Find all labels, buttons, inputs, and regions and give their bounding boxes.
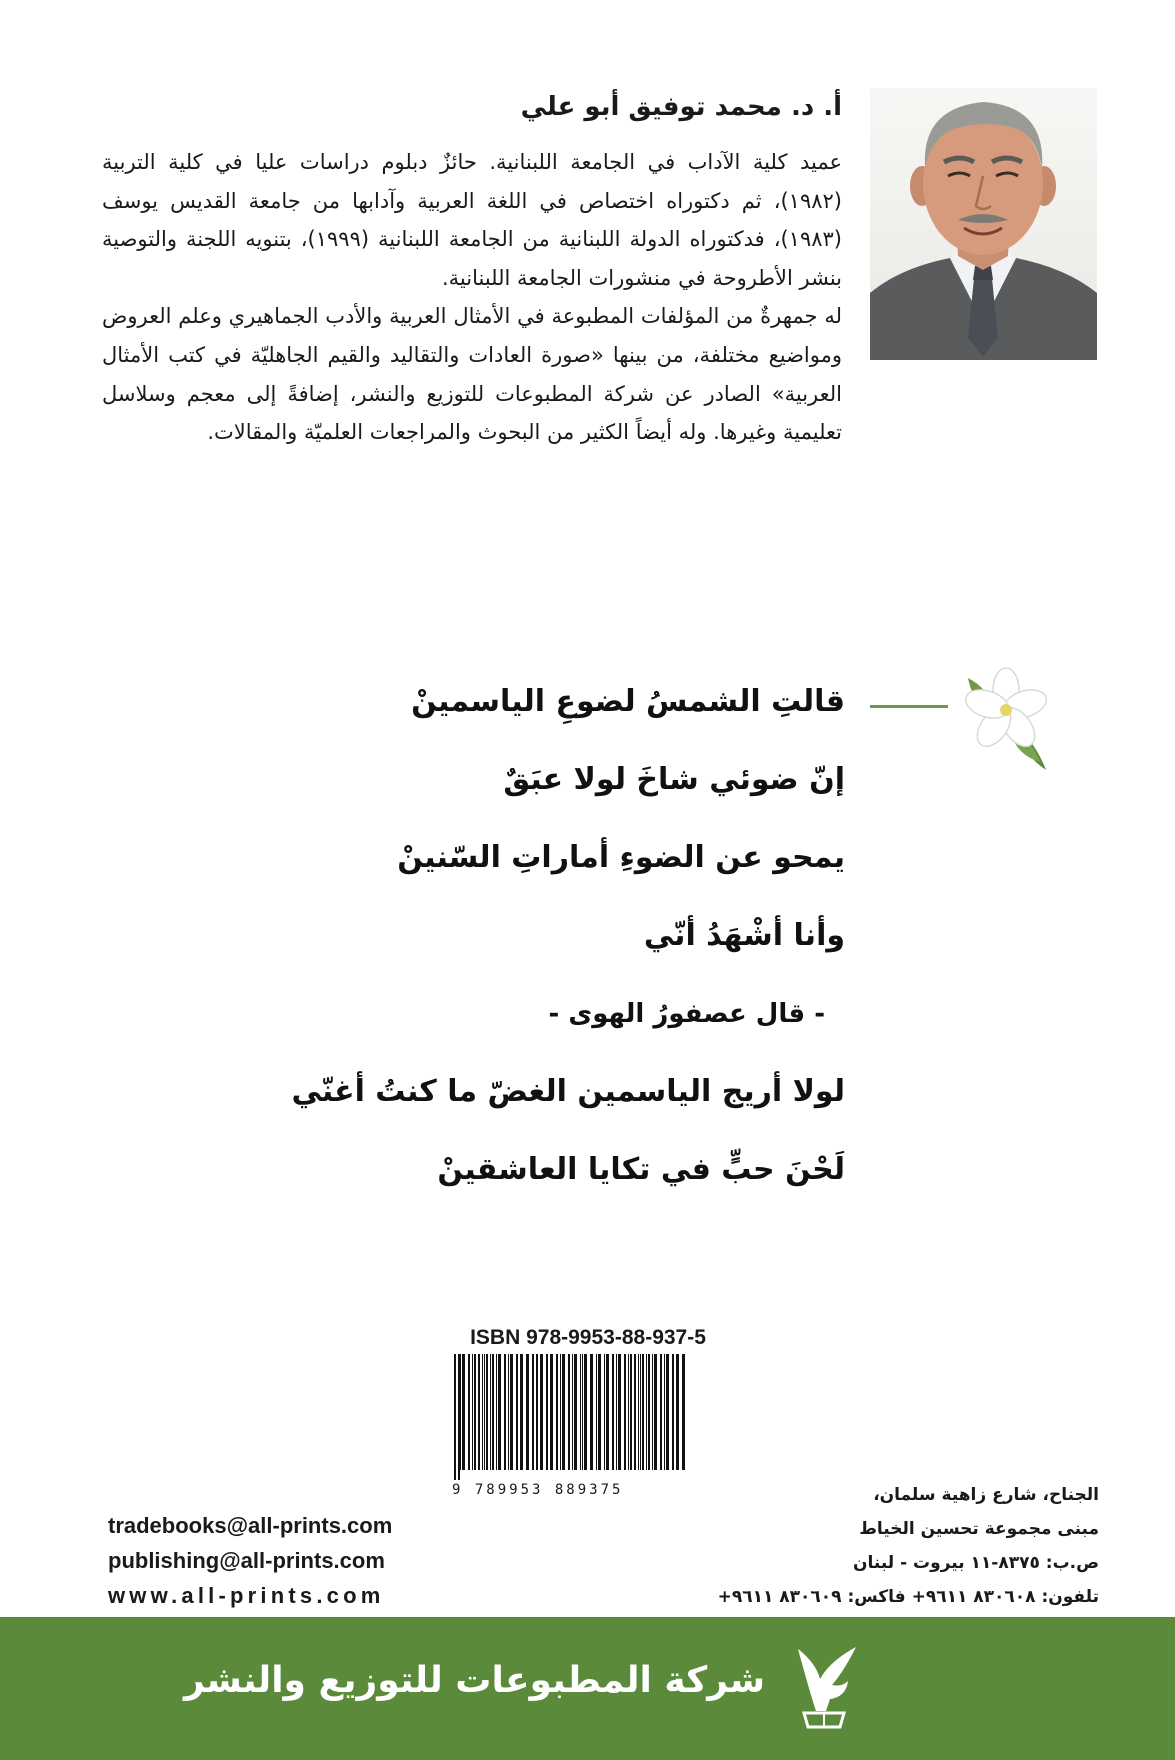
barcode-bar: [634, 1354, 636, 1470]
isbn-block: [452, 1326, 724, 1498]
bird-logo-icon: [786, 1641, 866, 1731]
barcode-bar: [504, 1354, 506, 1470]
barcode-bar: [612, 1354, 614, 1470]
poem-line: قالتِ الشمسُ لضوعِ الياسمينْ: [411, 684, 845, 719]
barcode-bar: [648, 1354, 650, 1470]
barcode-bar: [536, 1354, 538, 1470]
barcode-bar: [584, 1354, 587, 1470]
barcode-image: [452, 1354, 692, 1480]
barcode-bar: [654, 1354, 657, 1470]
divider-rule: [870, 705, 948, 708]
barcode-bar: [568, 1354, 570, 1470]
barcode-bar: [664, 1354, 665, 1470]
barcode-bar: [590, 1354, 593, 1470]
barcode-bar: [638, 1354, 639, 1470]
author-bio: [102, 143, 842, 452]
barcode-bar: [560, 1354, 561, 1470]
publisher-address: [669, 1478, 1099, 1614]
barcode-bar: [540, 1354, 543, 1470]
barcode-bar: [482, 1354, 483, 1470]
barcode-bar: [574, 1354, 577, 1470]
poem-line: لَحْنَ حبٍّ في تكايا العاشقينْ: [437, 1152, 845, 1187]
poem-line: إنّ ضوئي شاخَ لولا عبَقٌ: [503, 762, 845, 797]
barcode-bar: [474, 1354, 476, 1470]
barcode-bar: [642, 1354, 644, 1470]
barcode-bar: [660, 1354, 662, 1470]
contact-emails: [108, 1508, 528, 1613]
barcode-bar: [598, 1354, 601, 1470]
barcode-bar: [498, 1354, 501, 1470]
barcode-bar: [484, 1354, 485, 1470]
barcode-bar: [580, 1354, 581, 1470]
barcode-bar: [572, 1354, 573, 1470]
barcode-bar: [562, 1354, 565, 1470]
barcode-bar: [526, 1354, 529, 1470]
barcode-bar: [646, 1354, 647, 1470]
barcode-bar: [604, 1354, 605, 1470]
address-line: مبنى مجموعة تحسين الخياط: [859, 1519, 1099, 1539]
address-line: الجناح، شارع زاهية سلمان،: [873, 1485, 1099, 1505]
barcode-bar: [616, 1354, 617, 1470]
barcode-bar: [532, 1354, 534, 1470]
barcode-bar: [618, 1354, 621, 1470]
barcode-bar: [682, 1354, 685, 1470]
barcode-bar: [628, 1354, 629, 1470]
barcode-bar: [546, 1354, 548, 1470]
barcode-bar: [468, 1354, 470, 1470]
address-line: تلفون: ٨٣٠٦٠٨ ٩٦١١+ فاكس: ٨٣٠٦٠٩ ٩٦١١+: [717, 1587, 1099, 1607]
barcode-bar: [492, 1354, 494, 1470]
barcode-bar: [486, 1354, 488, 1470]
barcode-bar: [478, 1354, 480, 1470]
bio-paragraph: له جمهرةٌ من المؤلفات المطبوعة في الأمثال العربية والأدب الجماهيري وعلم العروض ومواضيع مختلفة، من بينها «صورة العادات والتقاليد والقيم الجاهليّة في كتب الأمثال العربية» الصادر عن شركة المطبوعات للتوزيع والنشر، إضافةً إلى معجم وسلاسل تعليمية وغيرها. وله أيضاً الكثير من البحوث والمراجعات العلميّة والمقالات.: [102, 304, 842, 445]
author-name: أ. د. محمد توفيق أبو علي: [520, 92, 842, 122]
isbn-label: ISBN 978-9953-88-937-5: [470, 1326, 706, 1349]
barcode-bar: [520, 1354, 523, 1470]
barcode-bar: [462, 1354, 465, 1470]
barcode-bar: [516, 1354, 518, 1470]
barcode-bar: [472, 1354, 473, 1470]
barcode-bar: [550, 1354, 553, 1470]
barcode-bar: [508, 1354, 509, 1470]
barcode-bar: [490, 1354, 491, 1470]
email-publishing-link[interactable]: publishing@all-prints.com: [108, 1548, 385, 1573]
barcode-bar: [496, 1354, 497, 1470]
address-line: ص.ب: ٨٣٧٥-١١ بيروت - لبنان: [853, 1553, 1099, 1573]
barcode-bar: [460, 1354, 461, 1470]
barcode-bar: [458, 1354, 460, 1480]
barcode-digits: 9 789953 889375: [452, 1482, 624, 1498]
poem-line: وأنا أشْهَدُ أنّي: [643, 918, 845, 953]
barcode-bar: [676, 1354, 679, 1470]
barcode-bar: [630, 1354, 632, 1470]
barcode-bar: [624, 1354, 626, 1470]
email-trade-link[interactable]: tradebooks@all-prints.com: [108, 1513, 393, 1538]
website-link[interactable]: www.all-prints.com: [108, 1583, 385, 1608]
jasmine-flower-icon: [948, 658, 1060, 770]
poem: [205, 672, 845, 1218]
author-photo: [870, 88, 1097, 360]
barcode-bar: [640, 1354, 641, 1470]
poem-line: لولا أريج الياسمين الغضّ ما كنتُ أغنّي: [291, 1074, 845, 1109]
barcode-bar: [510, 1354, 513, 1470]
barcode-bar: [652, 1354, 653, 1470]
publisher-name: شركة المطبوعات للتوزيع والنشر: [183, 1660, 765, 1701]
barcode-bar: [454, 1354, 456, 1480]
barcode-bar: [672, 1354, 674, 1470]
barcode-bar: [596, 1354, 597, 1470]
barcode-bar: [606, 1354, 609, 1470]
poem-line: - قال عصفورُ الهوى -: [548, 999, 825, 1029]
poem-line: يمحو عن الضوءِ أماراتِ السّنينْ: [397, 840, 845, 875]
bio-paragraph: عميد كلية الآداب في الجامعة اللبنانية. حائزٌ دبلوم دراسات عليا في كلية التربية (١٩٨٢)، ثم دكتوراه اختصاص في اللغة العربية وآدابها من جامعة القديس يوسف (١٩٨٣)، فدكتوراه الدولة اللبنانية من الجامعة اللبنانية (١٩٩٩)، بتنويه اللجنة والتوصية بنشر الأطروحة في منشورات الجامعة اللبنانية.: [102, 150, 842, 290]
barcode-bar: [556, 1354, 558, 1470]
barcode-bar: [666, 1354, 669, 1470]
publisher-footer: [0, 1617, 1175, 1760]
barcode-bar: [582, 1354, 583, 1470]
